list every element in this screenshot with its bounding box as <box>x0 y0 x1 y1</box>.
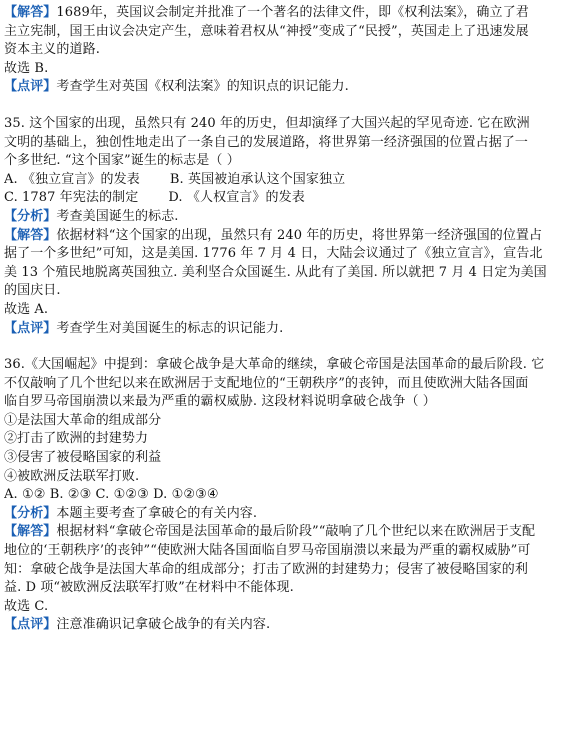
comment-tag: 【点评】 <box>4 617 57 633</box>
q34-answer-line-3: 资本主义的道路. <box>4 42 100 58</box>
q36-item-2: ②打击了欧洲的封建势力 <box>4 431 149 447</box>
q36-stem-line-3: 临自罗马帝国崩溃以来最为严重的霸权威胁. 这段材料说明拿破仑战争（ ） <box>4 394 436 410</box>
q36-answer-line-4: 益. D 项“被欧洲反法联军打败”在材料中不能体现. <box>4 580 294 596</box>
section-gap <box>4 338 566 356</box>
q36-answer-line-3: 知：拿破仑战争是法国大革命的组成部分；打击了欧洲的封建势力；侵害了被侵略国家的利 <box>4 561 529 577</box>
analysis-tag: 【分析】 <box>4 208 57 224</box>
q36-stem-line-1: 36.《大国崛起》中提到：拿破仑战争是大革命的继续，拿破仑帝国是法国革命的最后阶段. 它 <box>4 357 545 373</box>
q36-stem-line-2: 不仅敲响了几个世纪以来在欧洲居于支配地位的“王朝秩序”的丧钟，而且使欧洲大陆各国面 <box>4 375 529 391</box>
q35-comment: 【点评】考查学生对美国诞生的标志的识记能力. <box>4 320 284 336</box>
option-d: D. 《人权宣言》的发表 <box>168 190 305 206</box>
q35-answer-line-3: 美 13 个殖民地脱离英国独立. 美利坚合众国诞生. 从此有了美国. 所以就把 7 月 4 日定为美国 <box>4 264 547 280</box>
q35-answer-line-4: 的国庆日. <box>4 283 61 299</box>
q36-item-1: ①是法国大革命的组成部分 <box>4 412 162 428</box>
comment-tag: 【点评】 <box>4 79 57 95</box>
option-b: B. 英国被迫承认这个国家独立 <box>169 171 346 187</box>
q36-choice: 故选 C. <box>4 598 49 614</box>
q36-item-3: ③侵害了被侵略国家的利益 <box>4 450 162 466</box>
q35-stem-line-2: 文明的基础上，独创性地走出了一条自己的发展道路，将世界第一经济强国的位置占据了一 <box>4 134 529 150</box>
q35-options-row-2 <box>4 189 566 208</box>
q34-answer-line-1: 【解答】1689年，英国议会制定并批准了一个著名的法律文件，即《权利法案》，确立了君 <box>4 5 529 20</box>
q36-answer-line-1: 【解答】根据材料“拿破仑帝国是法国革命的最后阶段”“敲响了几个世纪以来在欧洲居于支配 <box>4 524 536 540</box>
q35-stem-line-3: 个多世纪. “这个国家”诞生的标志是（ ） <box>4 153 240 169</box>
q36-item-4: ④被欧洲反法联军打败. <box>4 468 140 484</box>
q35-answer-line-1: 【解答】依据材料“这个国家的出现，虽然只有 240 年的历史，将世界第一经济强国的位置占 <box>4 227 543 243</box>
section-gap <box>4 97 566 115</box>
answer-tag: 【解答】 <box>4 5 57 20</box>
q34-answer-line-2: 主立宪制，国王由议会决定产生，意味着君权从“神授”变成了“民授”，英国走上了迅速发展 <box>4 23 529 39</box>
q35-options-row-1 <box>4 171 566 190</box>
q35-answer-line-2: 据了一个多世纪”可知，这是美国. 1776 年 7 月 4 日，大陆会议通过了《独立宣言》，宣告北 <box>4 246 543 262</box>
q35-stem-line-1: 35. 这个国家的出现，虽然只有 240 年的历史，但却演绎了大国兴起的罕见奇迹. 它在欧洲 <box>4 115 530 131</box>
option-a: A. 《独立宣言》的发表 <box>4 171 140 187</box>
q36-options: A. ①② B. ②③ C. ①②③ D. ①②③④ <box>4 487 219 503</box>
q34-choice: 故选 B. <box>4 60 49 76</box>
document-page <box>4 4 566 635</box>
q35-choice: 故选 A. <box>4 301 49 317</box>
comment-tag: 【点评】 <box>4 320 57 336</box>
q36-analysis: 【分析】本题主要考查了拿破仑的有关内容. <box>4 505 258 521</box>
q35-analysis: 【分析】考查美国诞生的标志. <box>4 208 179 224</box>
q36-comment: 【点评】注意准确识记拿破仑战争的有关内容. <box>4 617 271 633</box>
q36-answer-line-2: 地位的‘王朝秩序’的丧钟”“使欧洲大陆各国面临自罗马帝国崩溃以来最为严重的霸权威胁”可 <box>4 543 531 559</box>
option-c: C. 1787 年宪法的制定 <box>4 190 139 206</box>
analysis-tag: 【分析】 <box>4 505 57 521</box>
answer-tag: 【解答】 <box>4 524 57 540</box>
answer-tag: 【解答】 <box>4 227 57 243</box>
q34-comment: 【点评】考查学生对英国《权利法案》的知识点的识记能力. <box>4 79 349 95</box>
